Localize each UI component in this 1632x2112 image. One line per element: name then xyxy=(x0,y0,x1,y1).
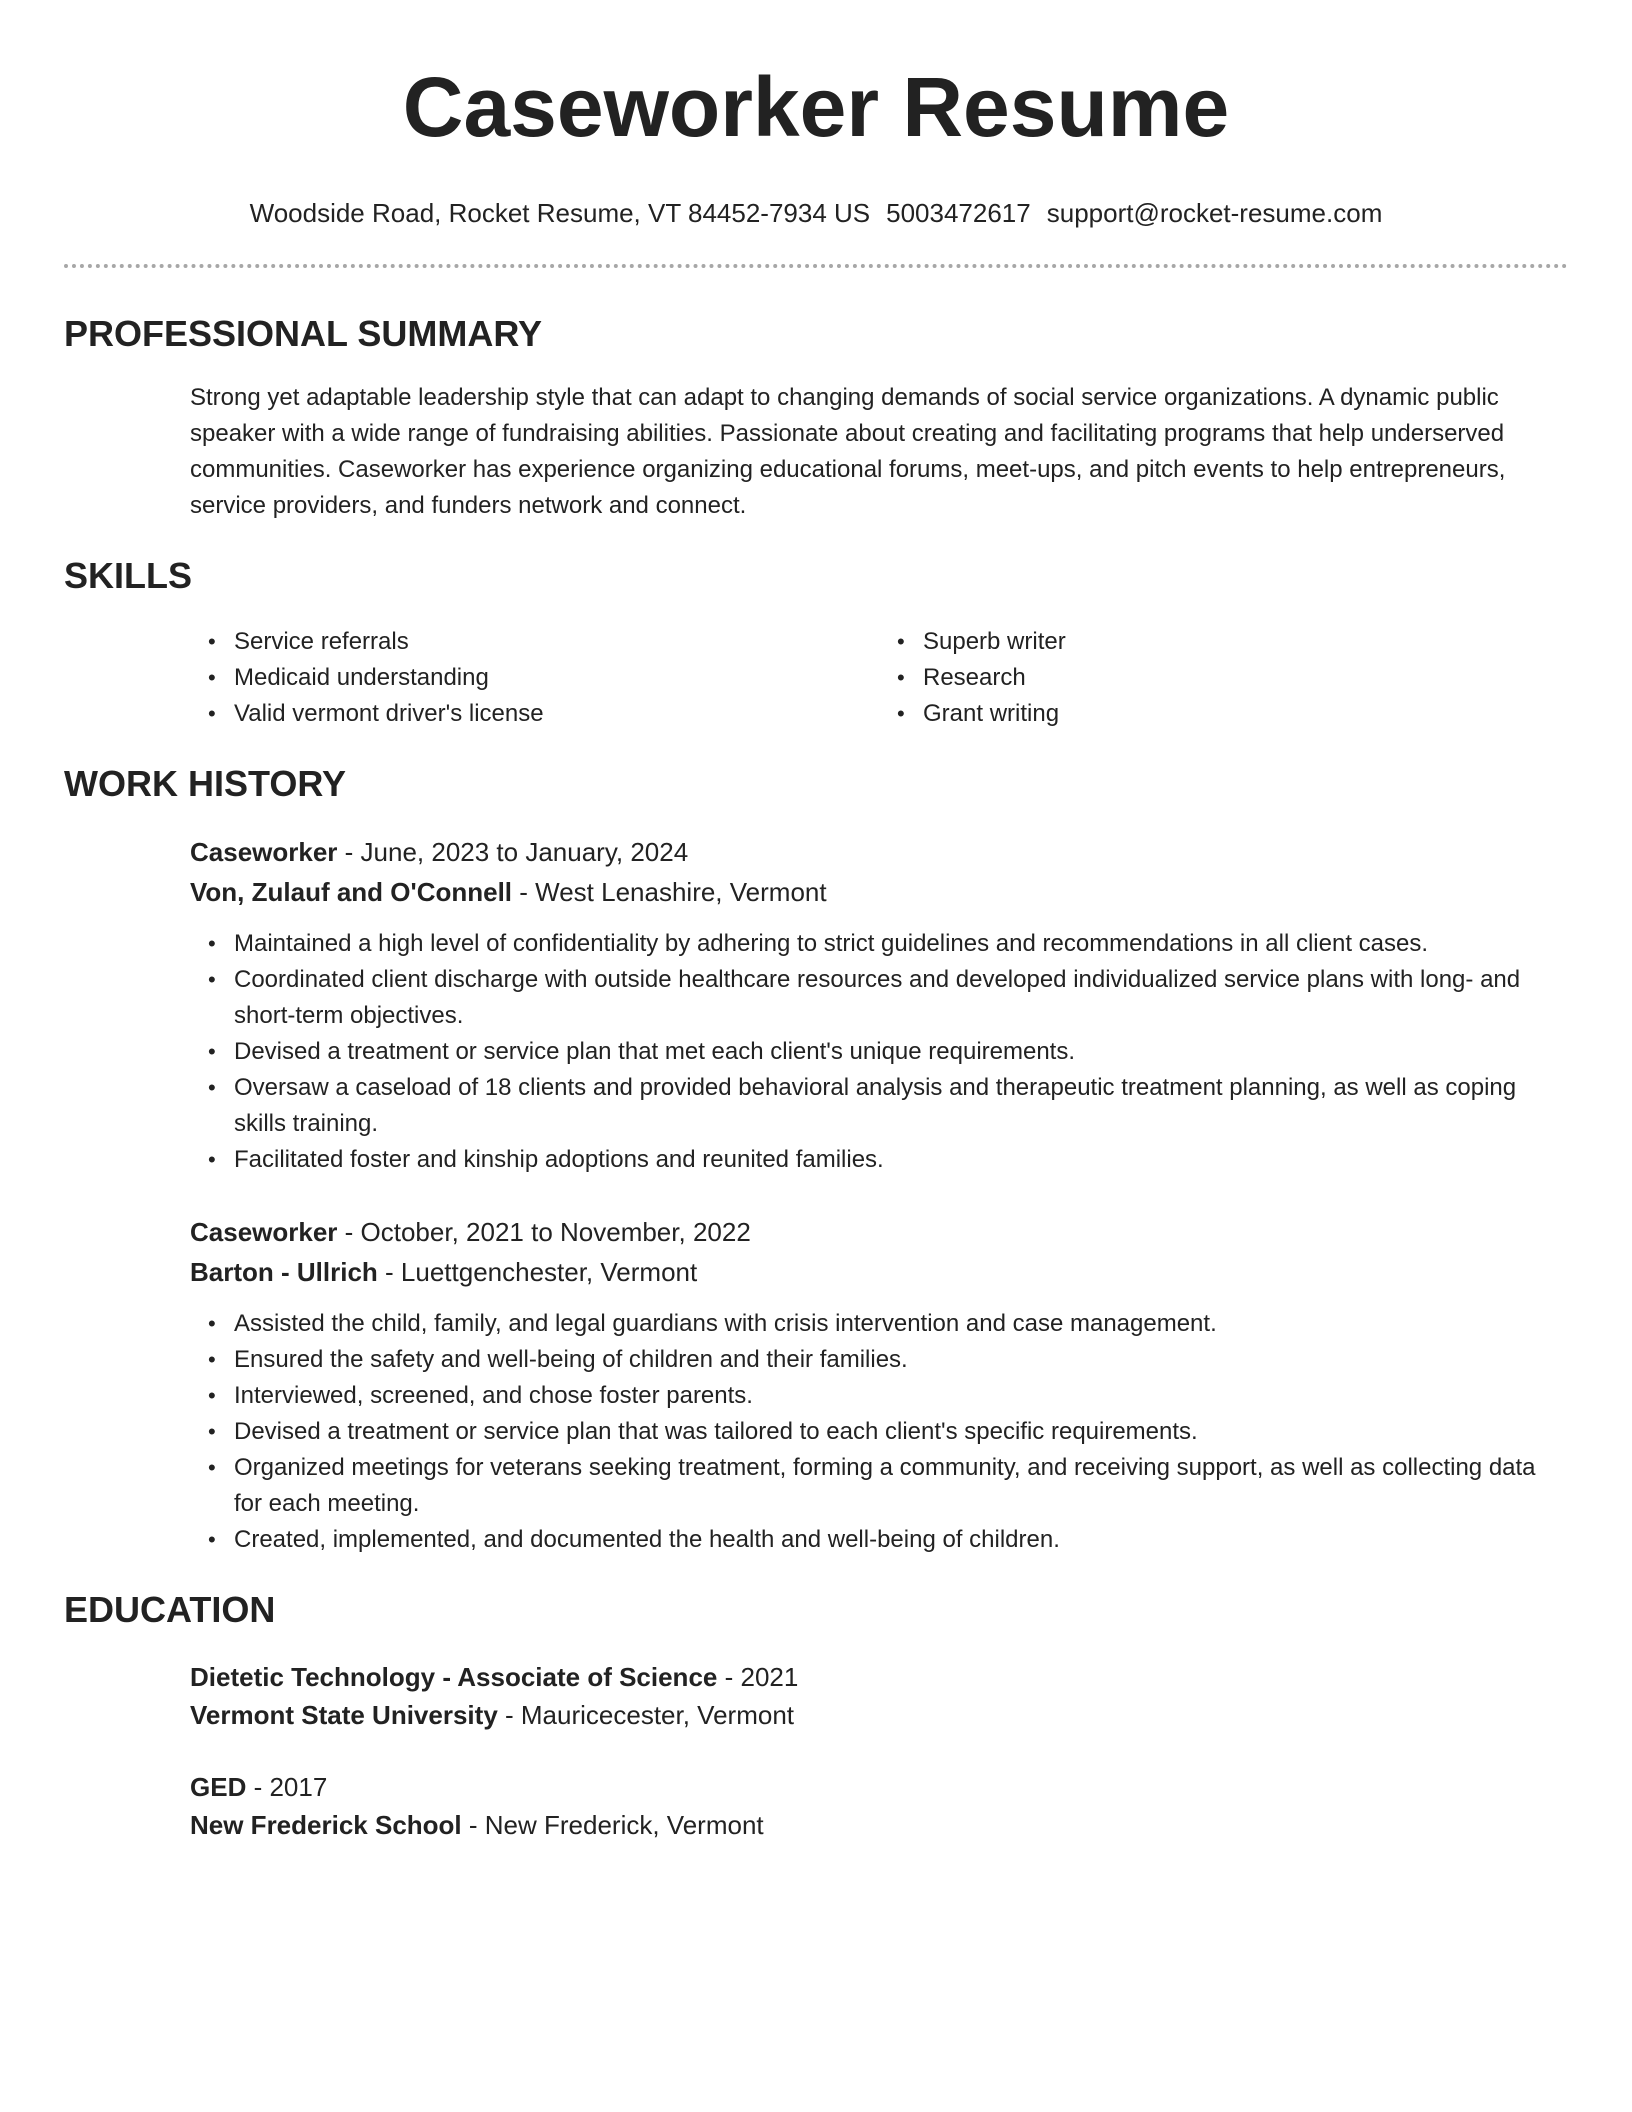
job-role: Caseworker xyxy=(190,837,338,867)
job-dates: - June, 2023 to January, 2024 xyxy=(337,837,689,867)
job-bullet: • Assisted the child, family, and legal guardians with crisis intervention and case management. xyxy=(234,1306,1568,1342)
summary-text: Strong yet adaptable leadership style that can adapt to changing demands of social service organizations. A dynamic public speaker with a wide range of fundraising abilities. Passionate about creating and facilitating programs that help underserved communities. Caseworker has experience organizing educational forums, meet-ups, and pitch events to help entrepreneurs, service providers, and funders network and connect. xyxy=(190,384,1506,519)
skill-item: • Research xyxy=(923,660,1568,696)
job-company-line xyxy=(190,872,1568,912)
job-title-line xyxy=(190,832,1568,872)
skills-heading: SKILLS xyxy=(64,555,193,596)
skill-item: • Service referrals xyxy=(234,624,879,660)
skills-column-left xyxy=(190,624,879,732)
address-text: Woodside Road, Rocket Resume, VT 84452-7934 US xyxy=(249,198,871,228)
skills-section xyxy=(190,624,1568,732)
education-year: - 2017 xyxy=(246,1772,328,1802)
education-heading: EDUCATION xyxy=(64,1589,276,1630)
education-school-line xyxy=(190,1696,1568,1734)
education-degree-line xyxy=(190,1768,1568,1806)
education-degree: GED xyxy=(190,1772,247,1802)
job-bullets xyxy=(190,926,1568,1178)
job-entry xyxy=(190,1212,1568,1558)
job-bullet: • Maintained a high level of confidentiality by adhering to strict guidelines and recommendations in all client cases. xyxy=(234,926,1568,962)
job-bullet: • Created, implemented, and documented the health and well-being of children. xyxy=(234,1522,1568,1558)
skill-item: • Medicaid understanding xyxy=(234,660,879,696)
summary-heading: PROFESSIONAL SUMMARY xyxy=(64,313,543,354)
education-section xyxy=(190,1658,1568,1844)
job-location: - West Lenashire, Vermont xyxy=(512,877,827,907)
job-company: Barton - Ullrich xyxy=(190,1257,378,1287)
job-company: Von, Zulauf and O'Connell xyxy=(190,877,513,907)
job-dates: - October, 2021 to November, 2022 xyxy=(337,1217,751,1247)
skills-column-right xyxy=(879,624,1568,732)
education-school: Vermont State University xyxy=(190,1700,498,1730)
education-entry xyxy=(190,1768,1568,1844)
skill-item: • Valid vermont driver's license xyxy=(234,696,879,732)
header-divider xyxy=(64,264,1568,268)
work-history-section xyxy=(190,832,1568,1558)
job-bullet: • Ensured the safety and well-being of children and their families. xyxy=(234,1342,1568,1378)
skill-item: • Superb writer xyxy=(923,624,1568,660)
job-bullet: • Organized meetings for veterans seeking treatment, forming a community, and receiving support, as well as collecting data for each meeting. xyxy=(234,1450,1568,1522)
job-location: - Luettgenchester, Vermont xyxy=(377,1257,698,1287)
job-company-line xyxy=(190,1252,1568,1292)
phone-text: 5003472617 xyxy=(886,198,1031,228)
resume-title: Caseworker Resume xyxy=(402,60,1230,154)
job-bullet: • Interviewed, screened, and chose foster parents. xyxy=(234,1378,1568,1414)
job-bullet: • Oversaw a caseload of 18 clients and provided behavioral analysis and therapeutic treatment planning, as well as coping skills training. xyxy=(234,1070,1568,1142)
skill-item: • Grant writing xyxy=(923,696,1568,732)
job-title-line xyxy=(190,1212,1568,1252)
job-bullet: • Devised a treatment or service plan that met each client's unique requirements. xyxy=(234,1034,1568,1070)
education-degree-line xyxy=(190,1658,1568,1696)
job-role: Caseworker xyxy=(190,1217,338,1247)
contact-line xyxy=(64,196,1568,230)
job-bullets xyxy=(190,1306,1568,1558)
job-entry xyxy=(190,832,1568,1178)
job-bullet: • Coordinated client discharge with outside healthcare resources and developed individualized service plans with long- and short-term objectives. xyxy=(234,962,1568,1034)
education-location: - Mauricecester, Vermont xyxy=(497,1700,795,1730)
email-text: support@rocket-resume.com xyxy=(1046,198,1383,228)
job-bullet: • Devised a treatment or service plan that was tailored to each client's specific requirements. xyxy=(234,1414,1568,1450)
summary-section xyxy=(190,380,1568,524)
job-bullet: • Facilitated foster and kinship adoptions and reunited families. xyxy=(234,1142,1568,1178)
education-school: New Frederick School xyxy=(190,1810,462,1840)
work-history-heading: WORK HISTORY xyxy=(64,763,347,804)
education-entry xyxy=(190,1658,1568,1734)
education-school-line xyxy=(190,1806,1568,1844)
education-year: - 2021 xyxy=(717,1662,799,1692)
education-degree: Dietetic Technology - Associate of Science xyxy=(190,1662,718,1692)
education-location: - New Frederick, Vermont xyxy=(461,1810,764,1840)
